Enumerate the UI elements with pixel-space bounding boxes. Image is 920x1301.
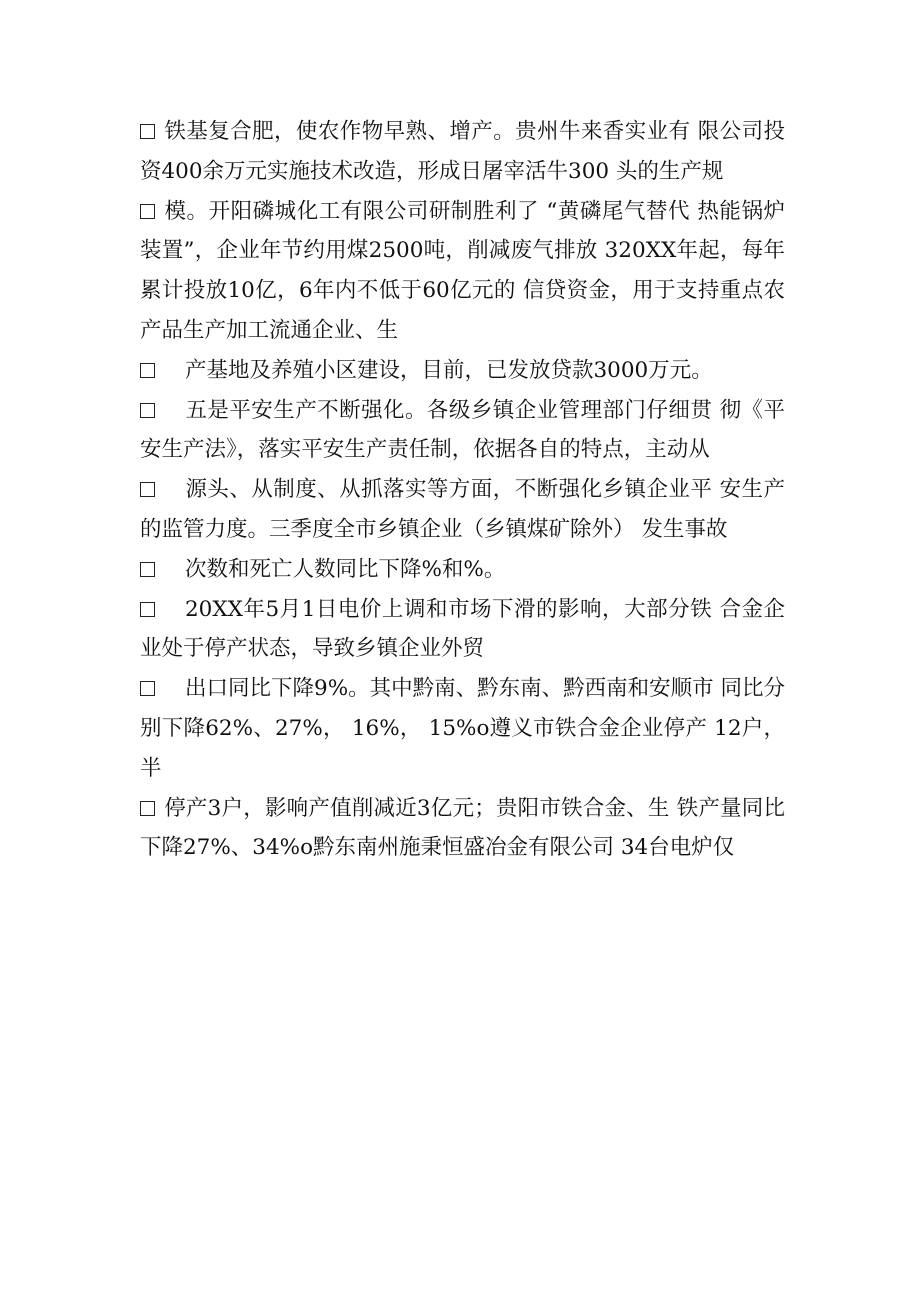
checkbox-square-icon bbox=[140, 681, 155, 696]
paragraph-text: 出口同比下降9%。其中黔南、黔东南、黔西南和安顺市 同比分别下降62%、27%， 16%， 15%o遵义市铁合金企业停产 12户，半 bbox=[140, 676, 785, 781]
paragraph-text: 五是平安生产不断强化。各级乡镇企业管理部门仔细贯 彻《平安生产法》，落实平安生产责任制，依据各自的特点，主动从 bbox=[140, 397, 785, 463]
document-body bbox=[140, 112, 785, 868]
paragraph bbox=[140, 112, 785, 192]
paragraph bbox=[140, 351, 785, 391]
paragraph-text: 20XX年5月1日电价上调和市场下滑的影响，大部分铁 合金企业处于停产状态，导致乡镇企业外贸 bbox=[140, 596, 785, 662]
checkbox-square-icon bbox=[140, 204, 155, 219]
paragraph-text: 停产3户，影响产值削减近3亿元；贵阳市铁合金、生 铁产量同比下降27%、34%o黔东南州施秉恒盛冶金有限公司 34台电炉仅 bbox=[140, 795, 785, 861]
checkbox-square-icon bbox=[140, 403, 155, 418]
checkbox-square-icon bbox=[140, 482, 155, 497]
paragraph bbox=[140, 550, 785, 590]
paragraph bbox=[140, 391, 785, 471]
paragraph-text: 次数和死亡人数同比下降%和%。 bbox=[185, 556, 506, 582]
checkbox-square-icon bbox=[140, 363, 155, 378]
paragraph bbox=[140, 470, 785, 550]
checkbox-square-icon bbox=[140, 562, 155, 577]
paragraph bbox=[140, 789, 785, 869]
checkbox-square-icon bbox=[140, 124, 155, 139]
paragraph bbox=[140, 590, 785, 670]
paragraph bbox=[140, 669, 785, 788]
checkbox-square-icon bbox=[140, 801, 155, 816]
checkbox-square-icon bbox=[140, 602, 155, 617]
paragraph-text: 模。开阳磷城化工有限公司研制胜利了 “黄磷尾气替代 热能锅炉装置”，企业年节约用煤2500吨，削减废气排放 320XX年起，每年累计投放10亿，6年内不低于60亿元的 信贷资金，用于支持重点农产品生产加工流通企业、生 bbox=[140, 198, 785, 343]
paragraph-text: 源头、从制度、从抓落实等方面，不断强化乡镇企业平 安生产的监管力度。三季度全市乡镇企业（乡镇煤矿除外） 发生事故 bbox=[140, 477, 785, 542]
paragraph bbox=[140, 192, 785, 351]
paragraph-text: 铁基复合肥，使农作物早熟、增产。贵州牛来香实业有 限公司投资400余万元实施技术改造，形成日屠宰活牛300 头的生产规 bbox=[140, 119, 785, 184]
paragraph-text: 产基地及养殖小区建设，目前，已发放贷款3000万元。 bbox=[185, 357, 713, 383]
